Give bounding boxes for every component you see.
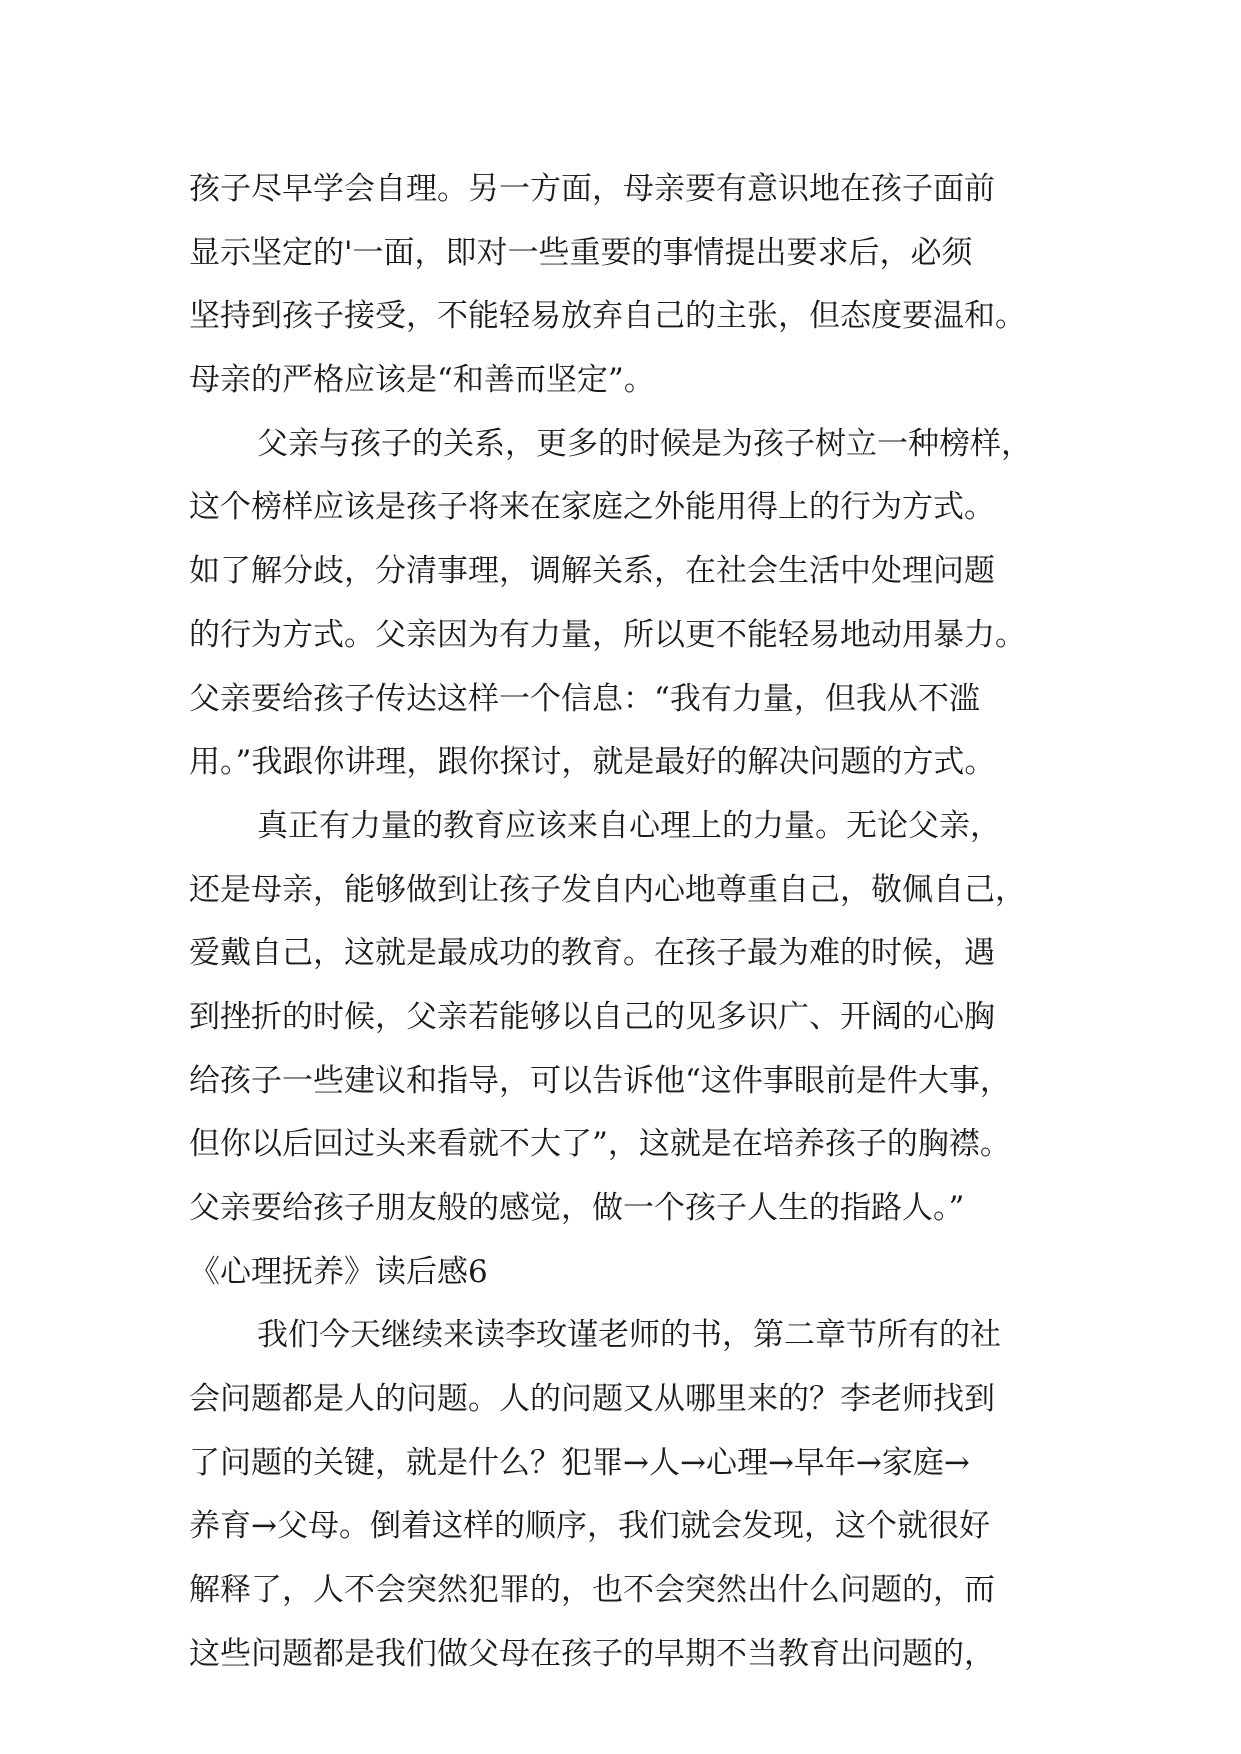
paragraph-first-line: 我们今天继续来读李玫谨老师的书，第二章节所有的社: [257, 1317, 1001, 1354]
text-line: 坚持到孩子接受，不能轻易放弃自己的主张，但态度要温和。: [189, 298, 1026, 335]
text-line: 父亲要给孩子朋友般的感觉，做一个孩子人生的指路人。”: [189, 1190, 965, 1226]
text-line: 的行为方式。父亲因为有力量，所以更不能轻易地动用暴力。: [189, 616, 1026, 653]
text-line: 到挫折的时候，父亲若能够以自己的见多识广、开阔的心胸: [189, 998, 995, 1035]
section-heading: 《心理抚养》读后感6: [189, 1253, 488, 1290]
text-line: 爱戴自己，这就是最成功的教育。在孩子最为难的时候，遇: [189, 935, 995, 972]
text-line: 解释了，人不会突然犯罪的，也不会突然出什么问题的，而: [189, 1572, 995, 1609]
text-line: 这些问题都是我们做父母在孩子的早期不当教育出问题的，: [189, 1635, 995, 1672]
text-line: 这个榜样应该是孩子将来在家庭之外能用得上的行为方式。: [189, 489, 995, 526]
text-line: 会问题都是人的问题。人的问题又从哪里来的？李老师找到: [189, 1381, 995, 1418]
paragraph-first-line: 真正有力量的教育应该来自心理上的力量。无论父亲，: [257, 807, 1001, 844]
text-line: 显示坚定的'一面，即对一些重要的事情提出要求后，必须: [189, 234, 973, 271]
text-line: 母亲的严格应该是“和善而坚定”。: [189, 362, 655, 399]
text-line: 用。”我跟你讲理，跟你探讨，就是最好的解决问题的方式。: [189, 744, 996, 781]
text-line: 孩子尽早学会自理。另一方面，母亲要有意识地在孩子面前: [189, 171, 995, 207]
text-line: 给孩子一些建议和指导，可以告诉他“这件事眼前是件大事，: [189, 1062, 1011, 1099]
text-line: 父亲要给孩子传达这样一个信息：“我有力量，但我从不滥: [189, 680, 980, 717]
text-line: 但你以后回过头来看就不大了”，这就是在培养孩子的胸襟。: [189, 1126, 1011, 1163]
text-line: 如了解分歧，分清事理，调解关系，在社会生活中处理问题: [189, 553, 995, 590]
document-body: [189, 158, 1069, 1687]
paragraph-first-line: 父亲与孩子的关系，更多的时候是为孩子树立一种榜样，: [257, 425, 1032, 462]
text-line: 养育→父母。倒着这样的顺序，我们就会发现，这个就很好: [189, 1508, 990, 1545]
text-line: 了问题的关键，就是什么？犯罪→人→心理→早年→家庭→: [189, 1444, 970, 1481]
text-line: 还是母亲，能够做到让孩子发自内心地尊重自己，敬佩自己，: [189, 871, 1026, 908]
